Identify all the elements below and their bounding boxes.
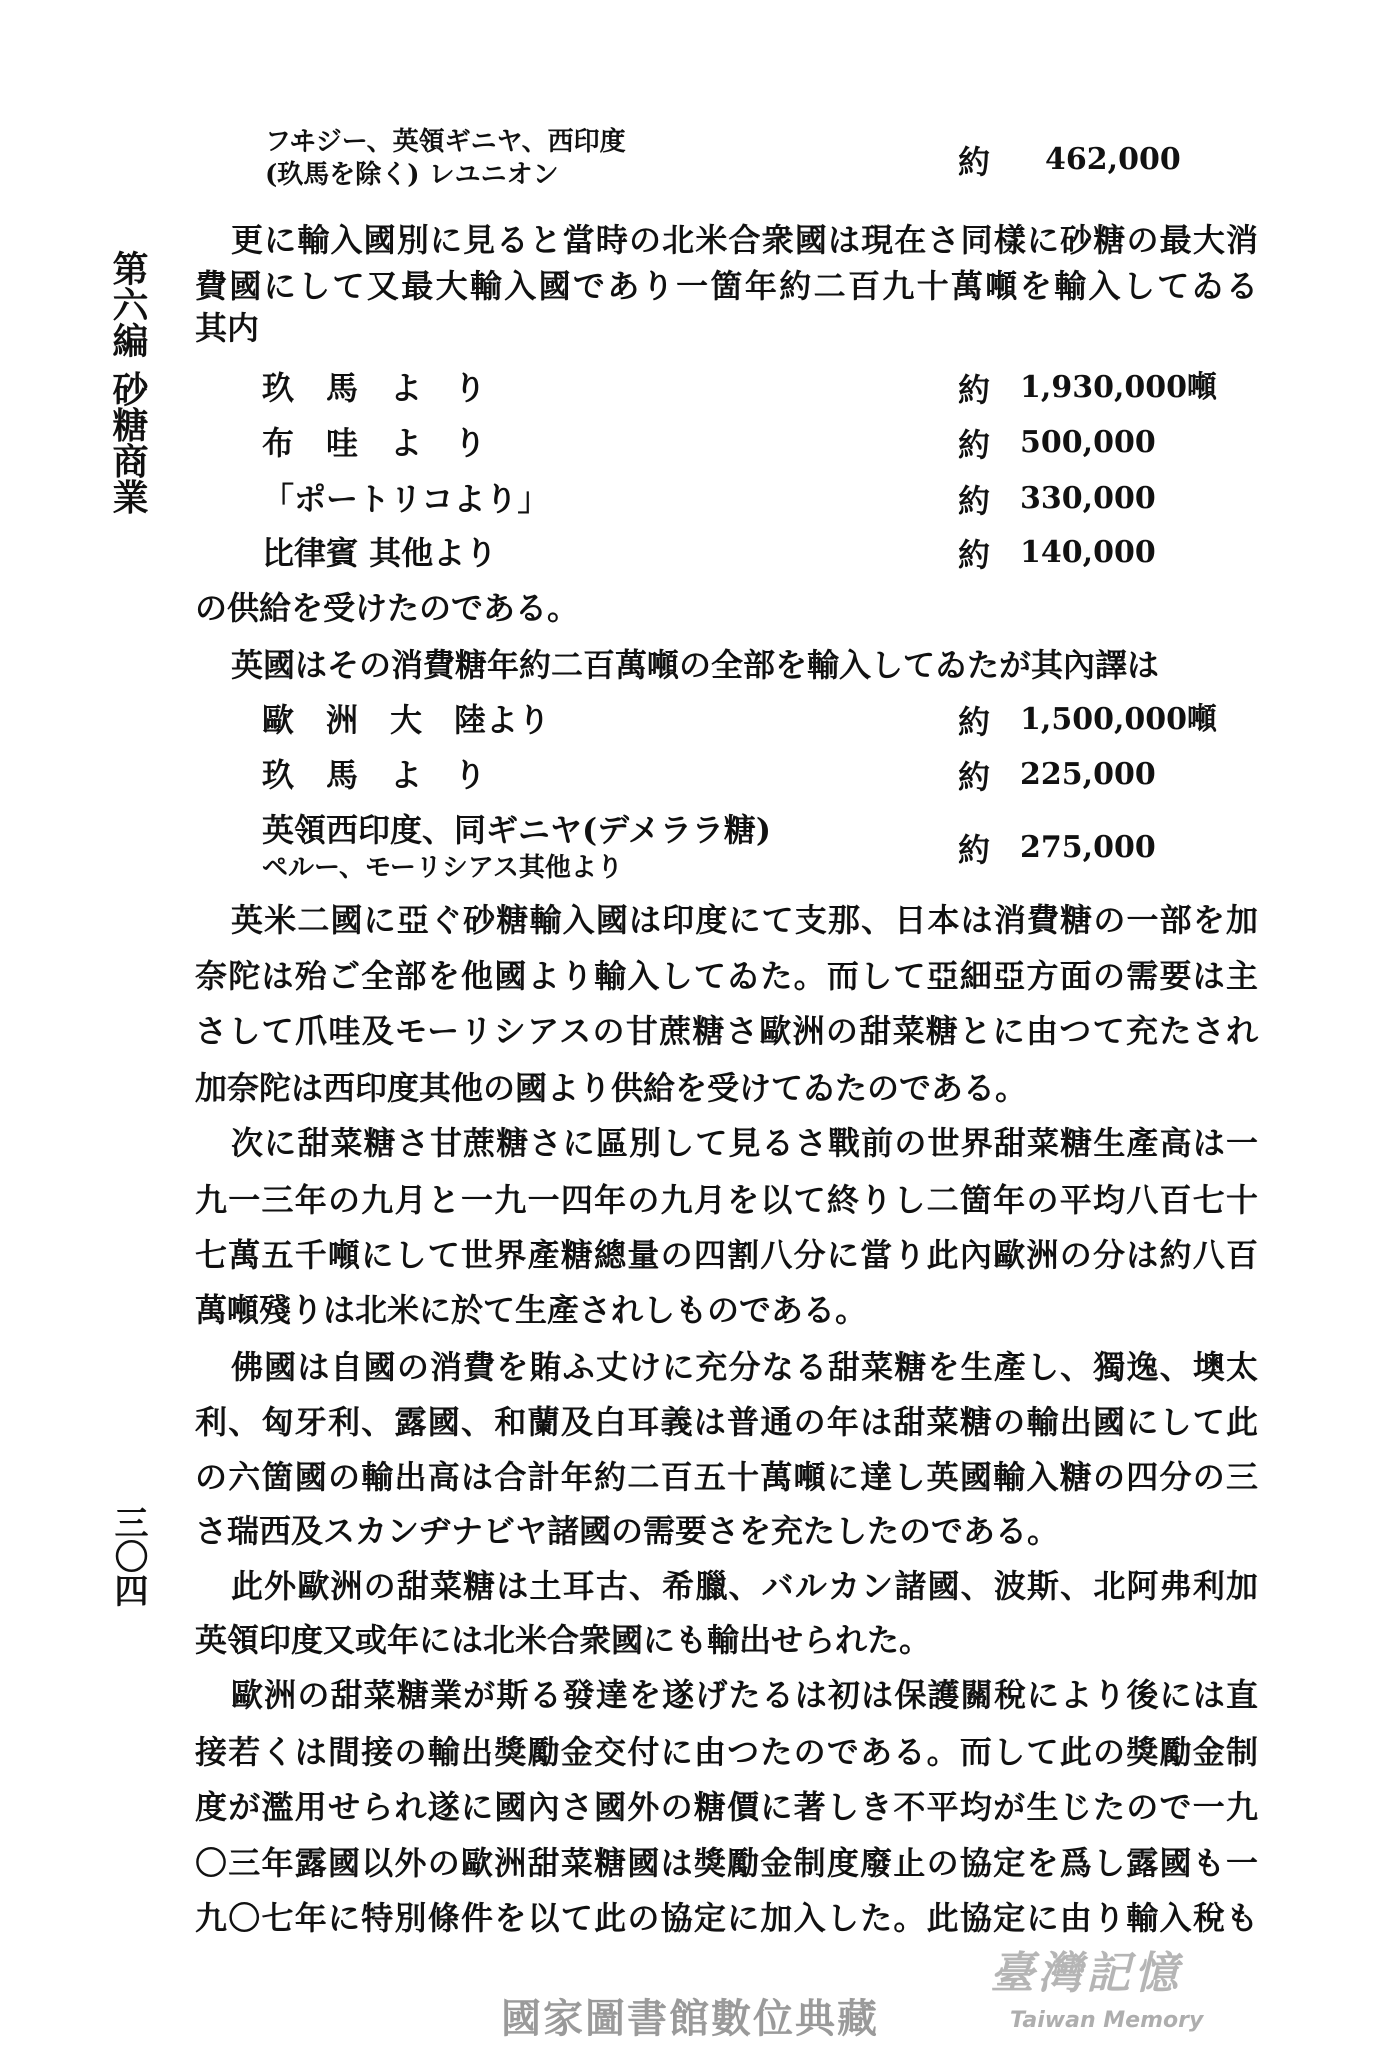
text-line: 利、匈牙利、露國、和蘭及白耳義は普通の年は甜菜糖の輸出國にして此 [195, 1403, 1258, 1441]
watermark-english: Taiwan Memory [1010, 2008, 1204, 2033]
table-row-label: 歐 洲 大 陸より [262, 701, 551, 739]
text-line: 〇三年露國以外の歐洲甜菜糖國は獎勵金制度廢止の協定を爲し露國も一 [195, 1844, 1258, 1882]
watermark-logo: 臺灣記憶 [990, 1948, 1182, 1999]
text-line: 更に輸入國別に見ると當時の北米合衆國は現在さ同樣に砂糖の最大消 [231, 221, 1258, 259]
table-row-label: 英領西印度、同ギニヤ(デメララ糖) [262, 811, 772, 849]
text-line: 七萬五千噸にして世界產糖總量の四割八分に當り此內歐洲の分は約八百 [195, 1236, 1258, 1274]
text-line: の六箇國の輸出高は合計年約二百五十萬噸に達し英國輸入糖の四分の三 [195, 1458, 1258, 1496]
table-row-value: 275,000 [1020, 830, 1156, 865]
text-line: 奈陀は殆ご全部を他國より輸入してゐた。而して亞細亞方面の需要は主 [195, 957, 1258, 995]
table-row-label: 玖 馬 よ り [262, 369, 487, 407]
table-row-label: 「ポートリコより」 [262, 480, 550, 518]
table-row-approx: 約 [958, 758, 991, 796]
table1-label-line1: フヰジー、英領ギニヤ、西印度 [265, 127, 626, 157]
text-line: 萬噸殘りは北米に於て生產されしものである。 [195, 1291, 868, 1329]
text-line: 費國にして又最大輸入國であり一箇年約二百九十萬噸を輸入してゐる [195, 267, 1258, 305]
table-row-approx: 約 [958, 482, 991, 520]
table-row-approx: 約 [958, 426, 991, 464]
table-row-value: 330,000 [1020, 481, 1156, 516]
text-line: 佛國は自國の消費を賄ふ丈けに充分なる甜菜糖を生產し、獨逸、墺太 [231, 1348, 1258, 1386]
table-row-label: ペルー、モーリシアス其他より [262, 853, 623, 883]
table-row-approx: 約 [958, 371, 991, 409]
text-line: 九〇七年に特別條件を以て此の協定に加入した。此協定に由り輸入稅も [195, 1899, 1258, 1937]
text-line: さ瑞西及スカンヂナビヤ諸國の需要さを充たしたのである。 [195, 1512, 1060, 1550]
text-line: 英領印度又或年には北米合衆國にも輸出せられた。 [195, 1621, 932, 1659]
table-row-approx: 約 [958, 703, 991, 741]
text-line: 加奈陀は西印度其他の國より供給を受けてゐたのである。 [195, 1069, 1028, 1107]
text-line: 此外歐洲の甜菜糖は土耳古、希臘、バルカン諸國、波斯、北阿弗利加 [231, 1567, 1258, 1605]
table1-value: 462,000 [1045, 142, 1181, 177]
text-line: 英國はその消費糖年約二百萬噸の全部を輸入してゐたが其內譯は [231, 646, 1160, 684]
table-row-value: 1,930,000噸 [1020, 370, 1218, 405]
text-line: 歐洲の甜菜糖業が斯る發達を遂げたるは初は保護關稅により後には直 [231, 1676, 1258, 1714]
table-row-label: 布 哇 よ り [262, 424, 487, 462]
text-line: 接若くは間接の輸出獎勵金交付に由つたのである。而して此の獎勵金制 [195, 1733, 1258, 1771]
text-line: 次に甜菜糖さ甘蔗糖さに區別して見るさ戰前の世界甜菜糖生產高は一 [231, 1124, 1258, 1162]
table1-label-line2: (玖馬を除く) レユニオン [265, 160, 559, 190]
text-line: 九一三年の九月と一九一四年の九月を以て終りし二箇年の平均八百七十 [195, 1181, 1258, 1219]
table-row-label: 玖 馬 よ り [262, 756, 487, 794]
table-row-value: 1,500,000噸 [1020, 702, 1218, 737]
table-row-label: 比律賓 其他より [262, 534, 498, 572]
table-row-approx: 約 [958, 536, 991, 574]
table-row-value: 225,000 [1020, 757, 1156, 792]
side-chapter-title: 第六編 砂糖商業 [107, 250, 149, 515]
text-line: 度が濫用せられ遂に國內さ國外の糖價に著しき不平均が生じたので一九 [195, 1788, 1258, 1826]
table-row-approx: 約 [958, 831, 991, 869]
text-line: の供給を受けたのである。 [195, 589, 580, 627]
text-line: 其内 [195, 309, 260, 347]
text-line: さして爪哇及モーリシアスの甘蔗糖さ歐洲の甜菜糖とに由つて充たされ [195, 1012, 1258, 1050]
table-row-value: 140,000 [1020, 535, 1156, 570]
table1-approx: 約 [958, 143, 991, 181]
table-row-value: 500,000 [1020, 425, 1156, 460]
text-line: 英米二國に亞ぐ砂糖輸入國は印度にて支那、日本は消費糖の一部を加 [231, 901, 1258, 939]
page-number: 三〇四 [108, 1505, 148, 1607]
footer-collection-label: 國家圖書館數位典藏 [501, 1996, 879, 2042]
